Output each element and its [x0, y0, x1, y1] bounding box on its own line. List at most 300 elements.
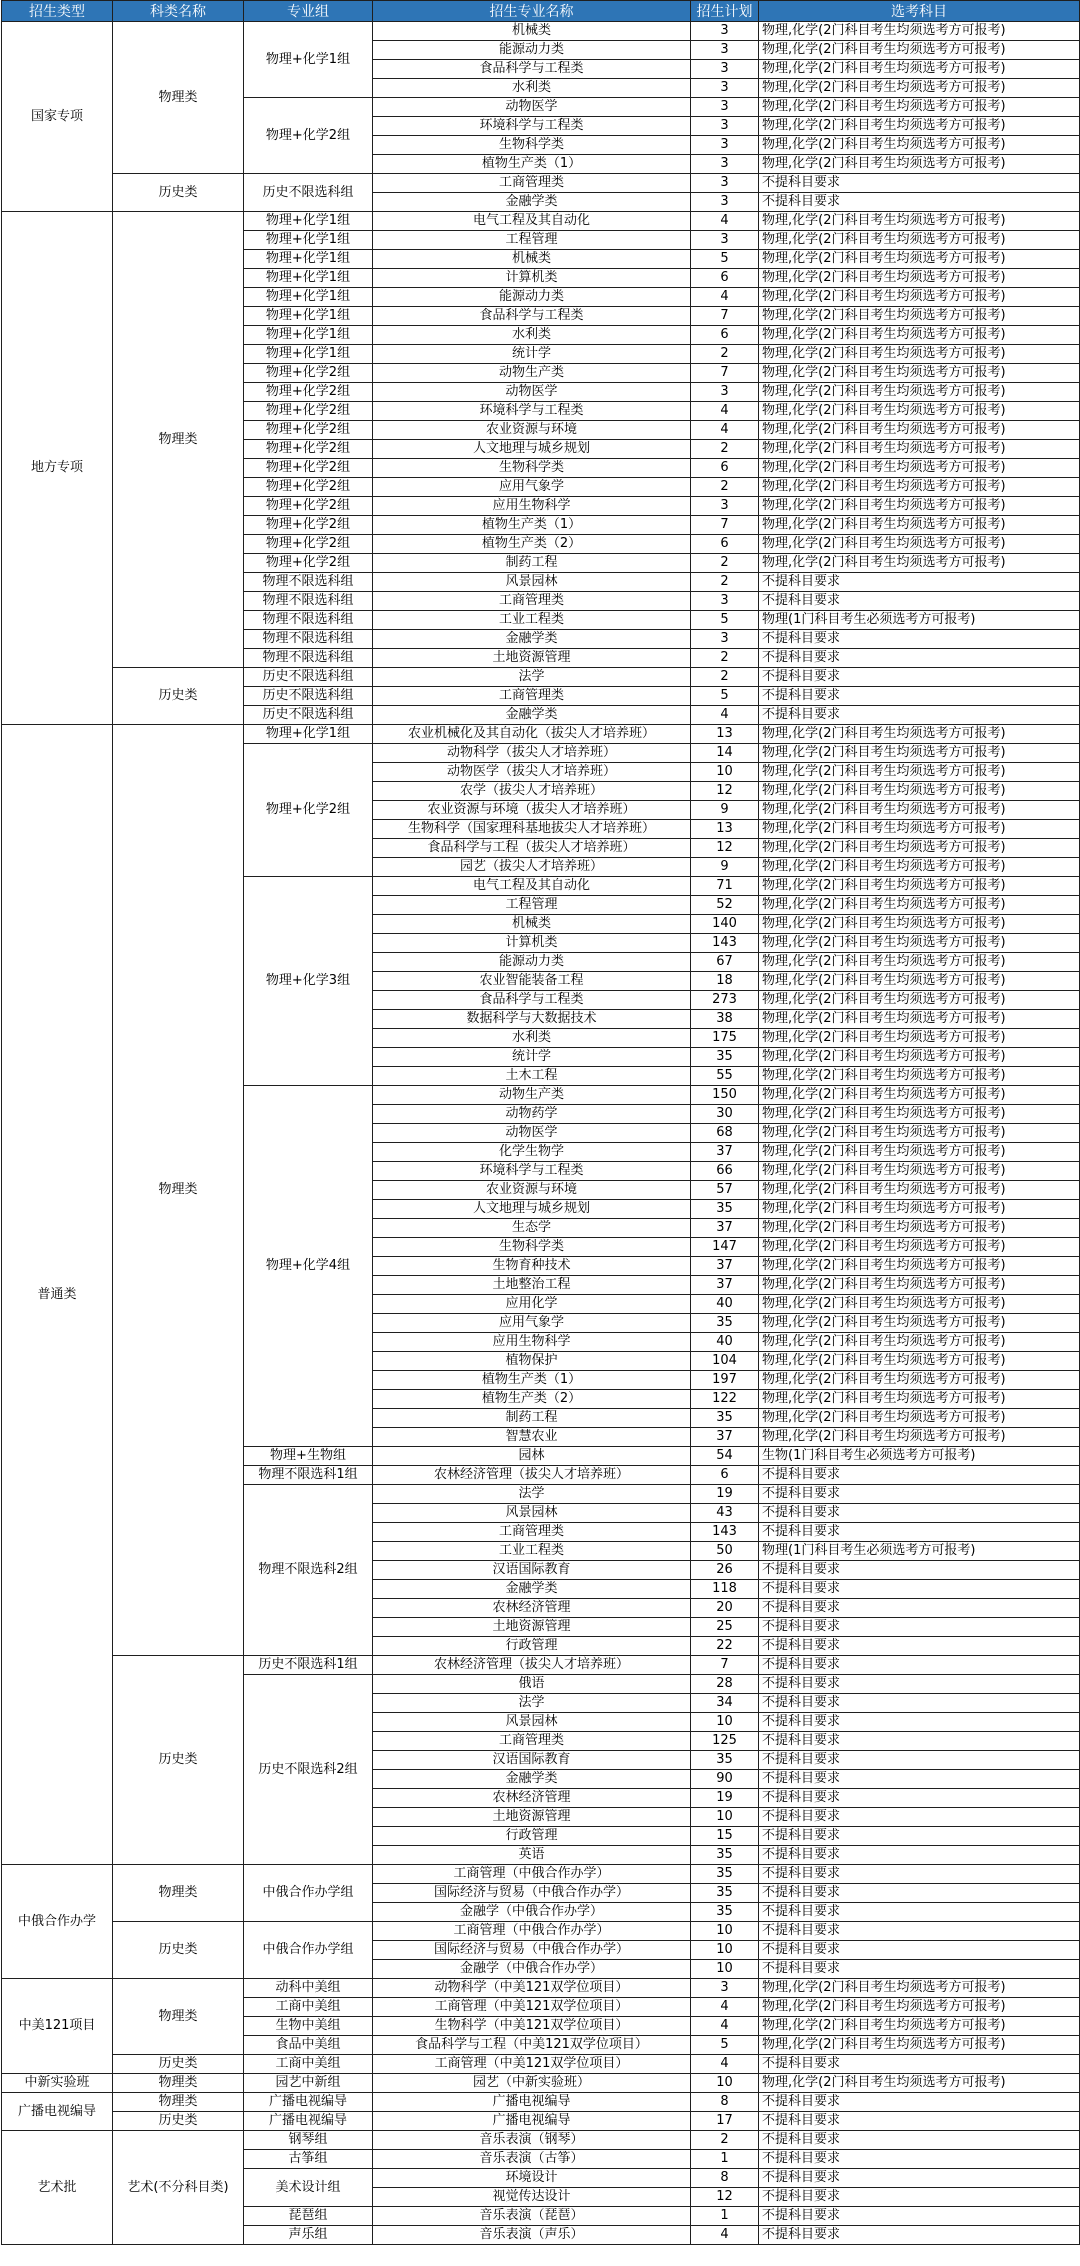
- required-subjects-cell: 物理,化学(2门科目考生均须选考方可报考): [759, 1333, 1080, 1352]
- plan-count-cell: 12: [691, 2188, 759, 2207]
- required-subjects-cell: 物理,化学(2门科目考生均须选考方可报考): [759, 2074, 1080, 2093]
- required-subjects-cell: 不提科目要求: [759, 1618, 1080, 1637]
- required-subjects-cell: 物理,化学(2门科目考生均须选考方可报考): [759, 79, 1080, 98]
- major-name-cell: 国际经济与贸易（中俄合作办学）: [373, 1884, 691, 1903]
- required-subjects-cell: 物理,化学(2门科目考生均须选考方可报考): [759, 763, 1080, 782]
- major-name-cell: 农林经济管理（拔尖人才培养班）: [373, 1656, 691, 1675]
- required-subjects-cell: 不提科目要求: [759, 592, 1080, 611]
- plan-count-cell: 55: [691, 1067, 759, 1086]
- major-name-cell: 动物科学（中美121双学位项目）: [373, 1979, 691, 1998]
- plan-count-cell: 3: [691, 592, 759, 611]
- required-subjects-cell: 物理,化学(2门科目考生均须选考方可报考): [759, 801, 1080, 820]
- major-name-cell: 工商管理（中美121双学位项目）: [373, 2055, 691, 2074]
- required-subjects-cell: 物理,化学(2门科目考生均须选考方可报考): [759, 725, 1080, 744]
- required-subjects-cell: 物理,化学(2门科目考生均须选考方可报考): [759, 212, 1080, 231]
- required-subjects-cell: 不提科目要求: [759, 2226, 1080, 2245]
- major-name-cell: 金融学类: [373, 1580, 691, 1599]
- major-group-cell: 物理不限选科组: [244, 592, 373, 611]
- header-admission-type: 招生类型: [2, 1, 113, 22]
- major-name-cell: 音乐表演（古筝）: [373, 2150, 691, 2169]
- required-subjects-cell: 物理,化学(2门科目考生均须选考方可报考): [759, 554, 1080, 573]
- required-subjects-cell: 生物(1门科目考生必须选考方可报考): [759, 1447, 1080, 1466]
- major-name-cell: 金融学类: [373, 706, 691, 725]
- major-group-cell: 物理不限选科组: [244, 611, 373, 630]
- major-name-cell: 动物医学（拔尖人才培养班）: [373, 763, 691, 782]
- subject-category-cell: 历史类: [113, 174, 244, 212]
- major-name-cell: 植物生产类（1）: [373, 1371, 691, 1390]
- major-group-cell: 物理+化学2组: [244, 535, 373, 554]
- required-subjects-cell: 物理,化学(2门科目考生均须选考方可报考): [759, 364, 1080, 383]
- required-subjects-cell: 不提科目要求: [759, 573, 1080, 592]
- major-group-cell: 物理+化学1组: [244, 725, 373, 744]
- major-name-cell: 应用气象学: [373, 1314, 691, 1333]
- plan-count-cell: 35: [691, 1751, 759, 1770]
- required-subjects-cell: 不提科目要求: [759, 1922, 1080, 1941]
- required-subjects-cell: 物理,化学(2门科目考生均须选考方可报考): [759, 250, 1080, 269]
- required-subjects-cell: 不提科目要求: [759, 1884, 1080, 1903]
- major-name-cell: 动物医学: [373, 383, 691, 402]
- plan-count-cell: 4: [691, 212, 759, 231]
- major-name-cell: 生物科学（国家理科基地拔尖人才培养班）: [373, 820, 691, 839]
- plan-count-cell: 10: [691, 1941, 759, 1960]
- major-name-cell: 广播电视编导: [373, 2093, 691, 2112]
- required-subjects-cell: 不提科目要求: [759, 174, 1080, 193]
- required-subjects-cell: 不提科目要求: [759, 2188, 1080, 2207]
- plan-count-cell: 6: [691, 1466, 759, 1485]
- major-group-cell: 物理+化学1组: [244, 307, 373, 326]
- major-name-cell: 金融学类: [373, 1770, 691, 1789]
- required-subjects-cell: 物理,化学(2门科目考生均须选考方可报考): [759, 383, 1080, 402]
- required-subjects-cell: 不提科目要求: [759, 1808, 1080, 1827]
- major-name-cell: 人文地理与城乡规划: [373, 1200, 691, 1219]
- required-subjects-cell: 物理,化学(2门科目考生均须选考方可报考): [759, 1162, 1080, 1181]
- plan-count-cell: 35: [691, 1865, 759, 1884]
- subject-category-cell: 物理类: [113, 725, 244, 1656]
- major-group-cell: 物理不限选科组: [244, 649, 373, 668]
- required-subjects-cell: 物理,化学(2门科目考生均须选考方可报考): [759, 991, 1080, 1010]
- required-subjects-cell: 物理,化学(2门科目考生均须选考方可报考): [759, 1295, 1080, 1314]
- major-name-cell: 应用生物科学: [373, 1333, 691, 1352]
- required-subjects-cell: 不提科目要求: [759, 2169, 1080, 2188]
- required-subjects-cell: 不提科目要求: [759, 1637, 1080, 1656]
- plan-count-cell: 140: [691, 915, 759, 934]
- plan-count-cell: 14: [691, 744, 759, 763]
- major-name-cell: 音乐表演（钢琴）: [373, 2131, 691, 2150]
- major-name-cell: 生物科学（中美121双学位项目）: [373, 2017, 691, 2036]
- required-subjects-cell: 不提科目要求: [759, 1827, 1080, 1846]
- plan-count-cell: 35: [691, 1314, 759, 1333]
- table-body: [2, 22, 1080, 2245]
- major-name-cell: 水利类: [373, 1029, 691, 1048]
- table-row: [2, 2074, 1080, 2093]
- plan-count-cell: 143: [691, 1523, 759, 1542]
- plan-count-cell: 3: [691, 1979, 759, 1998]
- required-subjects-cell: 不提科目要求: [759, 2150, 1080, 2169]
- plan-count-cell: 5: [691, 611, 759, 630]
- plan-count-cell: 8: [691, 2093, 759, 2112]
- plan-count-cell: 3: [691, 155, 759, 174]
- major-group-cell: 广播电视编导: [244, 2093, 373, 2112]
- required-subjects-cell: 不提科目要求: [759, 1846, 1080, 1865]
- major-name-cell: 工商管理类: [373, 1732, 691, 1751]
- plan-count-cell: 2: [691, 478, 759, 497]
- table-row: [2, 1865, 1080, 1884]
- required-subjects-cell: 物理,化学(2门科目考生均须选考方可报考): [759, 155, 1080, 174]
- required-subjects-cell: 不提科目要求: [759, 1580, 1080, 1599]
- major-name-cell: 食品科学与工程类: [373, 60, 691, 79]
- required-subjects-cell: 物理,化学(2门科目考生均须选考方可报考): [759, 877, 1080, 896]
- major-name-cell: 工商管理类: [373, 1523, 691, 1542]
- subject-category-cell: 物理类: [113, 22, 244, 174]
- major-group-cell: 物理不限选科组: [244, 630, 373, 649]
- major-group-cell: 园艺中新组: [244, 2074, 373, 2093]
- required-subjects-cell: 不提科目要求: [759, 193, 1080, 212]
- major-group-cell: 声乐组: [244, 2226, 373, 2245]
- plan-count-cell: 90: [691, 1770, 759, 1789]
- major-group-cell: 物理+化学2组: [244, 497, 373, 516]
- plan-count-cell: 66: [691, 1162, 759, 1181]
- plan-count-cell: 4: [691, 421, 759, 440]
- major-name-cell: 英语: [373, 1846, 691, 1865]
- subject-category-cell: 物理类: [113, 212, 244, 668]
- required-subjects-cell: 不提科目要求: [759, 1694, 1080, 1713]
- major-name-cell: 土地资源管理: [373, 1808, 691, 1827]
- major-name-cell: 金融学类: [373, 630, 691, 649]
- required-subjects-cell: 不提科目要求: [759, 2131, 1080, 2150]
- plan-count-cell: 273: [691, 991, 759, 1010]
- admission-type-cell: 中美121项目: [2, 1979, 113, 2074]
- major-name-cell: 应用气象学: [373, 478, 691, 497]
- plan-count-cell: 6: [691, 535, 759, 554]
- required-subjects-cell: 不提科目要求: [759, 668, 1080, 687]
- major-name-cell: 工商管理类: [373, 592, 691, 611]
- plan-count-cell: 125: [691, 1732, 759, 1751]
- major-group-cell: 物理+化学3组: [244, 877, 373, 1086]
- plan-count-cell: 54: [691, 1447, 759, 1466]
- major-name-cell: 水利类: [373, 326, 691, 345]
- plan-count-cell: 4: [691, 2017, 759, 2036]
- major-group-cell: 食品中美组: [244, 2036, 373, 2055]
- major-name-cell: 工商管理（中俄合作办学）: [373, 1922, 691, 1941]
- plan-count-cell: 71: [691, 877, 759, 896]
- major-group-cell: 动科中美组: [244, 1979, 373, 1998]
- required-subjects-cell: 不提科目要求: [759, 1656, 1080, 1675]
- plan-count-cell: 4: [691, 402, 759, 421]
- major-group-cell: 物理+化学2组: [244, 554, 373, 573]
- admission-type-cell: 地方专项: [2, 212, 113, 725]
- required-subjects-cell: 物理,化学(2门科目考生均须选考方可报考): [759, 288, 1080, 307]
- major-name-cell: 园林: [373, 1447, 691, 1466]
- plan-count-cell: 7: [691, 364, 759, 383]
- plan-count-cell: 10: [691, 1960, 759, 1979]
- plan-count-cell: 122: [691, 1390, 759, 1409]
- header-required-subjects: 选考科目: [759, 1, 1080, 22]
- plan-count-cell: 3: [691, 60, 759, 79]
- required-subjects-cell: 不提科目要求: [759, 706, 1080, 725]
- major-group-cell: 物理+化学1组: [244, 345, 373, 364]
- plan-count-cell: 3: [691, 98, 759, 117]
- required-subjects-cell: 不提科目要求: [759, 1485, 1080, 1504]
- plan-count-cell: 2: [691, 2131, 759, 2150]
- major-name-cell: 工商管理类: [373, 687, 691, 706]
- required-subjects-cell: 物理,化学(2门科目考生均须选考方可报考): [759, 1105, 1080, 1124]
- plan-count-cell: 40: [691, 1295, 759, 1314]
- major-name-cell: 数据科学与大数据技术: [373, 1010, 691, 1029]
- major-name-cell: 制药工程: [373, 1409, 691, 1428]
- subject-category-cell: 物理类: [113, 2093, 244, 2112]
- plan-count-cell: 5: [691, 2036, 759, 2055]
- plan-count-cell: 4: [691, 288, 759, 307]
- required-subjects-cell: 不提科目要求: [759, 687, 1080, 706]
- major-group-cell: 物理+化学1组: [244, 231, 373, 250]
- major-name-cell: 化学生物学: [373, 1143, 691, 1162]
- major-name-cell: 植物保护: [373, 1352, 691, 1371]
- major-name-cell: 生态学: [373, 1219, 691, 1238]
- table-row: [2, 2055, 1080, 2074]
- plan-count-cell: 8: [691, 2169, 759, 2188]
- major-name-cell: 动物生产类: [373, 364, 691, 383]
- plan-count-cell: 7: [691, 307, 759, 326]
- table-row: [2, 1656, 1080, 1675]
- major-group-cell: 物理不限选科组: [244, 573, 373, 592]
- major-name-cell: 人文地理与城乡规划: [373, 440, 691, 459]
- major-name-cell: 农林经济管理（拔尖人才培养班）: [373, 1466, 691, 1485]
- major-group-cell: 美术设计组: [244, 2169, 373, 2207]
- subject-category-cell: 历史类: [113, 668, 244, 725]
- admission-type-cell: 艺术批: [2, 2131, 113, 2245]
- required-subjects-cell: 不提科目要求: [759, 1504, 1080, 1523]
- required-subjects-cell: 不提科目要求: [759, 2207, 1080, 2226]
- plan-count-cell: 197: [691, 1371, 759, 1390]
- plan-count-cell: 2: [691, 573, 759, 592]
- major-name-cell: 法学: [373, 1694, 691, 1713]
- table-row: [2, 2131, 1080, 2150]
- table-row: [2, 725, 1080, 744]
- required-subjects-cell: 物理,化学(2门科目考生均须选考方可报考): [759, 1998, 1080, 2017]
- plan-count-cell: 35: [691, 1846, 759, 1865]
- table-row: [2, 212, 1080, 231]
- required-subjects-cell: 物理,化学(2门科目考生均须选考方可报考): [759, 1276, 1080, 1295]
- major-name-cell: 工业工程类: [373, 611, 691, 630]
- required-subjects-cell: 物理,化学(2门科目考生均须选考方可报考): [759, 1409, 1080, 1428]
- major-name-cell: 生物科学类: [373, 136, 691, 155]
- major-group-cell: 历史不限选科组: [244, 706, 373, 725]
- major-name-cell: 动物医学: [373, 98, 691, 117]
- plan-count-cell: 20: [691, 1599, 759, 1618]
- major-name-cell: 制药工程: [373, 554, 691, 573]
- major-name-cell: 广播电视编导: [373, 2112, 691, 2131]
- subject-category-cell: 历史类: [113, 2055, 244, 2074]
- required-subjects-cell: 不提科目要求: [759, 1713, 1080, 1732]
- major-name-cell: 环境科学与工程类: [373, 1162, 691, 1181]
- required-subjects-cell: 物理,化学(2门科目考生均须选考方可报考): [759, 1181, 1080, 1200]
- major-name-cell: 动物生产类: [373, 1086, 691, 1105]
- plan-count-cell: 25: [691, 1618, 759, 1637]
- major-name-cell: 计算机类: [373, 269, 691, 288]
- major-name-cell: 农业智能装备工程: [373, 972, 691, 991]
- major-name-cell: 土地资源管理: [373, 649, 691, 668]
- required-subjects-cell: 物理,化学(2门科目考生均须选考方可报考): [759, 1352, 1080, 1371]
- major-name-cell: 工业工程类: [373, 1542, 691, 1561]
- plan-count-cell: 6: [691, 269, 759, 288]
- plan-count-cell: 67: [691, 953, 759, 972]
- plan-count-cell: 43: [691, 1504, 759, 1523]
- major-group-cell: 物理+化学2组: [244, 383, 373, 402]
- required-subjects-cell: 物理,化学(2门科目考生均须选考方可报考): [759, 1428, 1080, 1447]
- required-subjects-cell: 物理,化学(2门科目考生均须选考方可报考): [759, 497, 1080, 516]
- required-subjects-cell: 物理,化学(2门科目考生均须选考方可报考): [759, 459, 1080, 478]
- plan-count-cell: 2: [691, 668, 759, 687]
- plan-count-cell: 3: [691, 22, 759, 41]
- plan-count-cell: 26: [691, 1561, 759, 1580]
- major-group-cell: 广播电视编导: [244, 2112, 373, 2131]
- required-subjects-cell: 物理,化学(2门科目考生均须选考方可报考): [759, 2036, 1080, 2055]
- plan-count-cell: 37: [691, 1428, 759, 1447]
- required-subjects-cell: 物理,化学(2门科目考生均须选考方可报考): [759, 744, 1080, 763]
- major-name-cell: 农业机械化及其自动化（拔尖人才培养班）: [373, 725, 691, 744]
- plan-count-cell: 2: [691, 649, 759, 668]
- major-name-cell: 土地资源管理: [373, 1618, 691, 1637]
- major-group-cell: 物理+化学2组: [244, 440, 373, 459]
- plan-count-cell: 4: [691, 1998, 759, 2017]
- required-subjects-cell: 物理,化学(2门科目考生均须选考方可报考): [759, 440, 1080, 459]
- required-subjects-cell: 物理,化学(2门科目考生均须选考方可报考): [759, 1314, 1080, 1333]
- major-group-cell: 历史不限选科组: [244, 668, 373, 687]
- required-subjects-cell: 不提科目要求: [759, 630, 1080, 649]
- required-subjects-cell: 物理,化学(2门科目考生均须选考方可报考): [759, 41, 1080, 60]
- major-group-cell: 物理+生物组: [244, 1447, 373, 1466]
- major-group-cell: 历史不限选科2组: [244, 1675, 373, 1865]
- required-subjects-cell: 物理,化学(2门科目考生均须选考方可报考): [759, 1257, 1080, 1276]
- plan-count-cell: 18: [691, 972, 759, 991]
- major-name-cell: 风景园林: [373, 1504, 691, 1523]
- plan-count-cell: 143: [691, 934, 759, 953]
- major-name-cell: 电气工程及其自动化: [373, 877, 691, 896]
- plan-count-cell: 34: [691, 1694, 759, 1713]
- required-subjects-cell: 物理,化学(2门科目考生均须选考方可报考): [759, 535, 1080, 554]
- required-subjects-cell: 物理,化学(2门科目考生均须选考方可报考): [759, 1979, 1080, 1998]
- plan-count-cell: 2: [691, 345, 759, 364]
- required-subjects-cell: 物理,化学(2门科目考生均须选考方可报考): [759, 1371, 1080, 1390]
- major-name-cell: 应用化学: [373, 1295, 691, 1314]
- plan-count-cell: 13: [691, 725, 759, 744]
- admission-plan-table: [1, 0, 1080, 2245]
- required-subjects-cell: 物理,化学(2门科目考生均须选考方可报考): [759, 1048, 1080, 1067]
- major-name-cell: 环境科学与工程类: [373, 117, 691, 136]
- major-name-cell: 工商管理（中美121双学位项目）: [373, 1998, 691, 2017]
- required-subjects-cell: 不提科目要求: [759, 2055, 1080, 2074]
- major-name-cell: 土地整治工程: [373, 1276, 691, 1295]
- table-row: [2, 2112, 1080, 2131]
- plan-count-cell: 35: [691, 1048, 759, 1067]
- plan-count-cell: 3: [691, 497, 759, 516]
- table-row: [2, 668, 1080, 687]
- required-subjects-cell: 物理,化学(2门科目考生均须选考方可报考): [759, 1219, 1080, 1238]
- plan-count-cell: 37: [691, 1143, 759, 1162]
- major-group-cell: 物理+化学1组: [244, 326, 373, 345]
- table-row: [2, 174, 1080, 193]
- major-group-cell: 琵琶组: [244, 2207, 373, 2226]
- major-name-cell: 风景园林: [373, 573, 691, 592]
- major-name-cell: 统计学: [373, 345, 691, 364]
- major-group-cell: 物理+化学2组: [244, 421, 373, 440]
- plan-count-cell: 50: [691, 1542, 759, 1561]
- plan-count-cell: 28: [691, 1675, 759, 1694]
- plan-count-cell: 10: [691, 2074, 759, 2093]
- major-name-cell: 动物医学: [373, 1124, 691, 1143]
- required-subjects-cell: 不提科目要求: [759, 1599, 1080, 1618]
- table-row: [2, 1922, 1080, 1941]
- plan-count-cell: 3: [691, 383, 759, 402]
- required-subjects-cell: 物理,化学(2门科目考生均须选考方可报考): [759, 307, 1080, 326]
- required-subjects-cell: 物理,化学(2门科目考生均须选考方可报考): [759, 402, 1080, 421]
- subject-category-cell: 艺术(不分科目类): [113, 2131, 244, 2245]
- admission-type-cell: 中俄合作办学: [2, 1865, 113, 1979]
- header-major-name: 招生专业名称: [373, 1, 691, 22]
- required-subjects-cell: 物理,化学(2门科目考生均须选考方可报考): [759, 820, 1080, 839]
- major-group-cell: 中俄合作办学组: [244, 1865, 373, 1922]
- required-subjects-cell: 不提科目要求: [759, 1865, 1080, 1884]
- plan-count-cell: 19: [691, 1485, 759, 1504]
- plan-count-cell: 9: [691, 858, 759, 877]
- required-subjects-cell: 物理,化学(2门科目考生均须选考方可报考): [759, 345, 1080, 364]
- major-name-cell: 工程管理: [373, 896, 691, 915]
- major-group-cell: 中俄合作办学组: [244, 1922, 373, 1979]
- required-subjects-cell: 物理,化学(2门科目考生均须选考方可报考): [759, 136, 1080, 155]
- required-subjects-cell: 不提科目要求: [759, 649, 1080, 668]
- major-group-cell: 物理+化学2组: [244, 364, 373, 383]
- major-name-cell: 农业资源与环境（拔尖人才培养班）: [373, 801, 691, 820]
- major-name-cell: 行政管理: [373, 1637, 691, 1656]
- admission-type-cell: 普通类: [2, 725, 113, 1865]
- plan-count-cell: 17: [691, 2112, 759, 2131]
- plan-count-cell: 3: [691, 174, 759, 193]
- major-name-cell: 金融学（中俄合作办学）: [373, 1960, 691, 1979]
- major-name-cell: 园艺（拔尖人才培养班）: [373, 858, 691, 877]
- major-name-cell: 能源动力类: [373, 953, 691, 972]
- required-subjects-cell: 不提科目要求: [759, 1960, 1080, 1979]
- plan-count-cell: 37: [691, 1276, 759, 1295]
- major-name-cell: 生物科学类: [373, 1238, 691, 1257]
- required-subjects-cell: 不提科目要求: [759, 1789, 1080, 1808]
- plan-count-cell: 4: [691, 706, 759, 725]
- major-name-cell: 计算机类: [373, 934, 691, 953]
- required-subjects-cell: 物理,化学(2门科目考生均须选考方可报考): [759, 326, 1080, 345]
- required-subjects-cell: 不提科目要求: [759, 1770, 1080, 1789]
- plan-count-cell: 3: [691, 79, 759, 98]
- major-name-cell: 汉语国际教育: [373, 1561, 691, 1580]
- major-group-cell: 物理+化学2组: [244, 98, 373, 174]
- major-name-cell: 生物育种技术: [373, 1257, 691, 1276]
- required-subjects-cell: 不提科目要求: [759, 1732, 1080, 1751]
- major-name-cell: 智慧农业: [373, 1428, 691, 1447]
- required-subjects-cell: 物理,化学(2门科目考生均须选考方可报考): [759, 98, 1080, 117]
- plan-count-cell: 150: [691, 1086, 759, 1105]
- table-row: [2, 22, 1080, 41]
- plan-count-cell: 22: [691, 1637, 759, 1656]
- plan-count-cell: 3: [691, 630, 759, 649]
- major-name-cell: 植物生产类（1）: [373, 155, 691, 174]
- major-group-cell: 历史不限选科1组: [244, 1656, 373, 1675]
- required-subjects-cell: 物理,化学(2门科目考生均须选考方可报考): [759, 1086, 1080, 1105]
- required-subjects-cell: 物理,化学(2门科目考生均须选考方可报考): [759, 782, 1080, 801]
- admission-type-cell: 广播电视编导: [2, 2093, 113, 2131]
- required-subjects-cell: 物理,化学(2门科目考生均须选考方可报考): [759, 22, 1080, 41]
- plan-count-cell: 12: [691, 782, 759, 801]
- major-name-cell: 水利类: [373, 79, 691, 98]
- required-subjects-cell: 物理,化学(2门科目考生均须选考方可报考): [759, 915, 1080, 934]
- major-group-cell: 物理+化学1组: [244, 250, 373, 269]
